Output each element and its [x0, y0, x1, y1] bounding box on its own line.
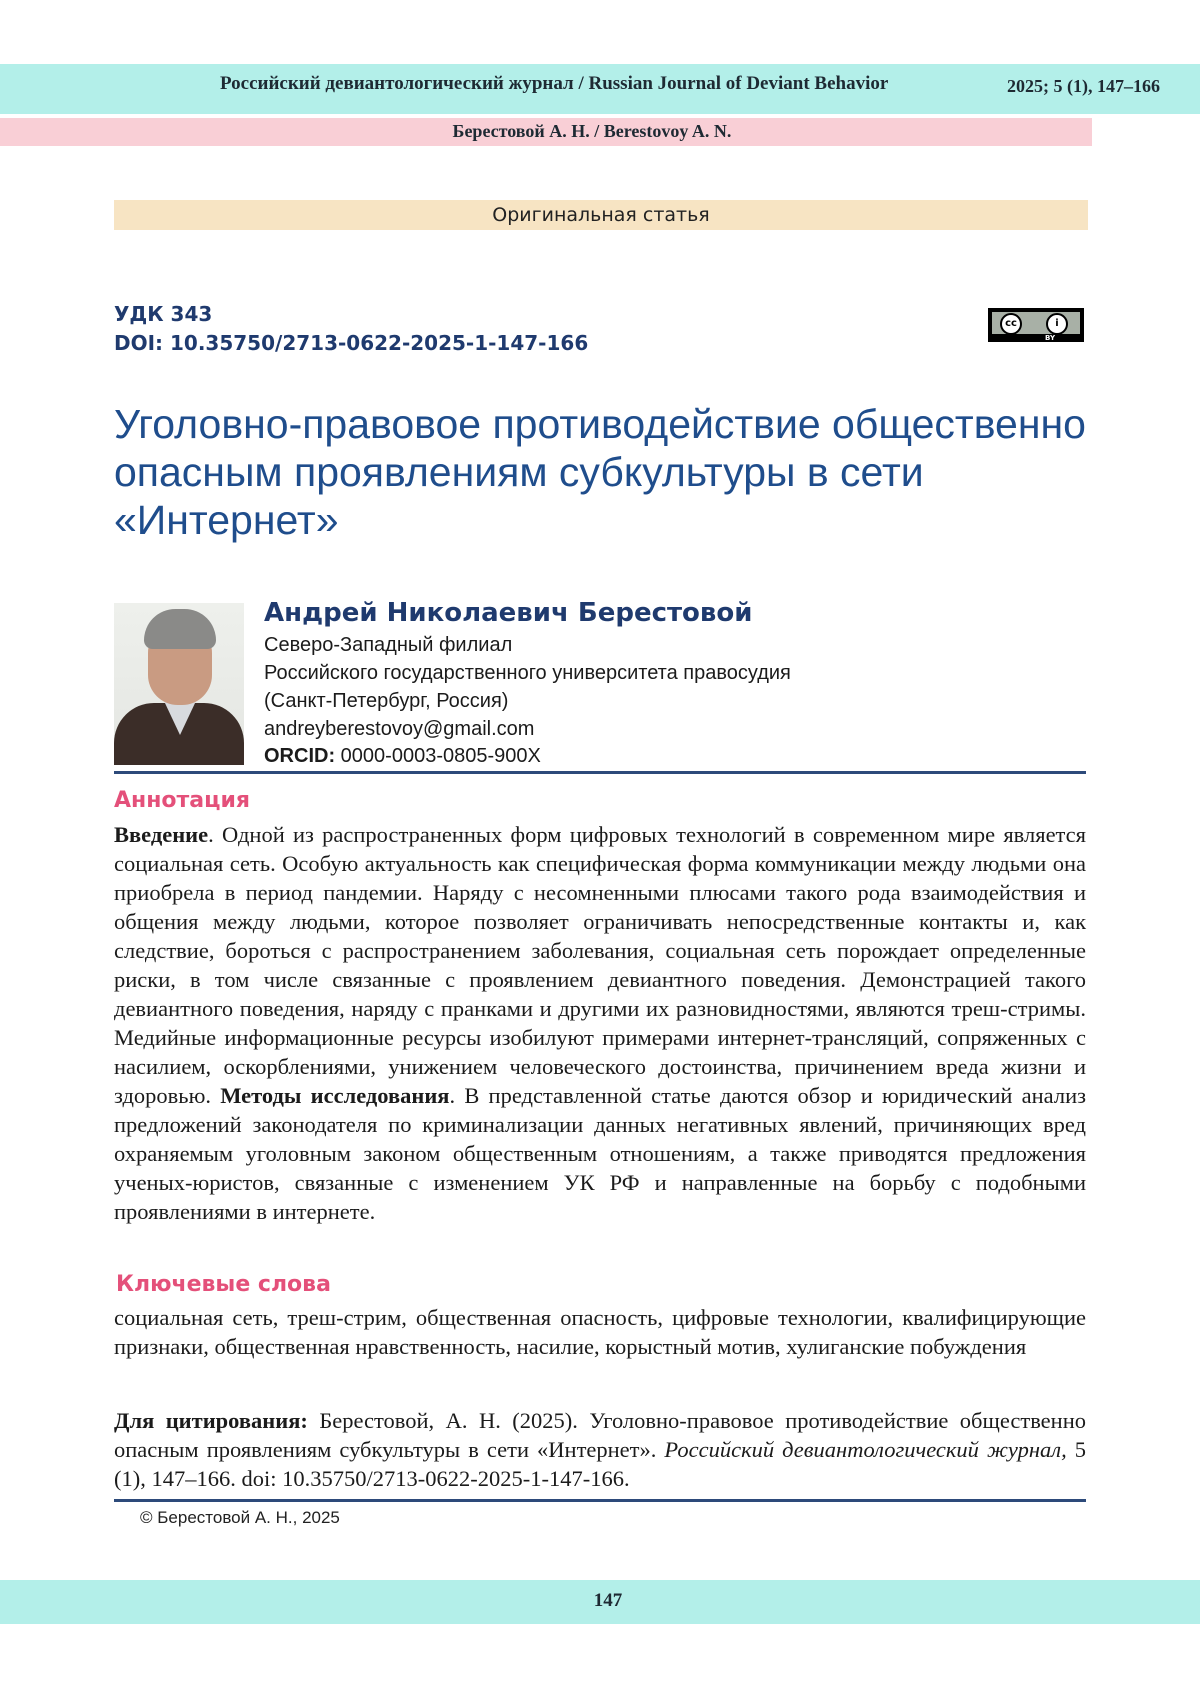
cc-icon: cc — [1000, 313, 1022, 335]
affiliation-line-3: (Санкт-Петербург, Россия) — [264, 690, 509, 712]
journal-title: Российский девиантологический журнал / Russian Journal of Deviant Behavior — [220, 73, 889, 94]
copyright: © Берестовой А. Н., 2025 — [140, 1508, 340, 1527]
methods-text: . В представленной статье даются обзор и юридический анализ предложений законодателя по криминализации данных негативных явлений, причиняющих вред охраняемым уголовным законом общественным отношениям, а также приводятся предложения ученых-юристов, связанные с изменением УК РФ и направленные на борьбу с подобными проявлениями в интернете. — [114, 1083, 1086, 1224]
page-number: 147 — [593, 1590, 623, 1611]
author-photo — [114, 603, 244, 765]
divider-top — [114, 771, 1086, 774]
article-title: Уголовно-правовое противодействие общественно опасным проявлениям субкультуры в сети «Интернет» — [114, 401, 1086, 543]
affiliation-line-2: Российского государственного университета правосудия — [264, 662, 791, 684]
orcid-line — [264, 745, 541, 768]
intro-label: Введение — [114, 822, 209, 847]
issue-info: 2025; 5 (1), 147–166 — [1007, 76, 1160, 96]
divider-bottom — [114, 1499, 1086, 1502]
abstract-heading: Аннотация — [114, 788, 250, 813]
author-photo-hair — [144, 609, 216, 649]
doi-link[interactable]: DOI: 10.35750/2713-0622-2025-1-147-166 — [114, 331, 589, 355]
orcid-value[interactable]: 0000-0003-0805-900X — [340, 745, 541, 767]
citation-journal: Российский девиантологический журнал, — [664, 1437, 1067, 1462]
intro-text: . Одной из распространенных форм цифровых технологий в современном мире является социальная сеть. Особую актуальность как специфическая форма коммуникации между людьми она приобрела в период пандемии. Наряду с несомненными плюсами такого рода взаимодействия и общения между людьми, которое позволяет ограничивать непосредственные контакты и, как следствие, бороться с распространением заболевания, социальная сеть порождает определенные риски, в том числе связанные с проявлением девиантного поведения. Демонстрацией такого девиантного поведения, наряду с пранками и другими их разновидностями, являются треш-стримы. Медийные информационные ресурсы изобилуют примерами интернет-трансляций, сопряженных с насилием, оскорблениями, унижением человеческого достоинства, причинением вреда жизни и здоровью. — [114, 822, 1086, 1108]
running-authors: Берестовой А. Н. / Berestovoy A. N. — [452, 121, 732, 141]
abstract-text — [114, 820, 1086, 1226]
citation — [114, 1406, 1086, 1493]
keywords-heading: Ключевые слова — [116, 1272, 331, 1297]
udk-code: УДК 343 — [114, 302, 213, 326]
citation-rest: 5 (1), 147–166. doi: 10.35750/2713-0622-2025-1-147-166. — [114, 1437, 1086, 1491]
orcid-label: ORCID: — [264, 745, 336, 767]
cc-by-icon[interactable] — [988, 308, 1084, 342]
keywords-text: социальная сеть, треш-стрим, общественная опасность, цифровые технологии, квалифицирующие признаки, общественная нравственность, насилие, корыстный мотив, хулиганские побуждения — [114, 1305, 1086, 1359]
cc-by-label: BY — [1045, 334, 1056, 342]
citation-text: Берестовой, А. Н. (2025). Уголовно-правовое противодействие общественно опасным проявлениям субкультуры в сети «Интернет». — [114, 1408, 1087, 1462]
author-email[interactable]: andreyberestovoy@gmail.com — [264, 718, 535, 740]
author-name: Андрей Николаевич Берестовой — [264, 598, 753, 628]
article-type: Оригинальная статья — [114, 200, 1088, 230]
affiliation-line-1: Северо-Западный филиал — [264, 634, 513, 656]
methods-label: Методы исследования — [220, 1083, 450, 1108]
attribution-icon: i — [1046, 313, 1068, 335]
citation-label: Для цитирования: — [114, 1408, 308, 1433]
